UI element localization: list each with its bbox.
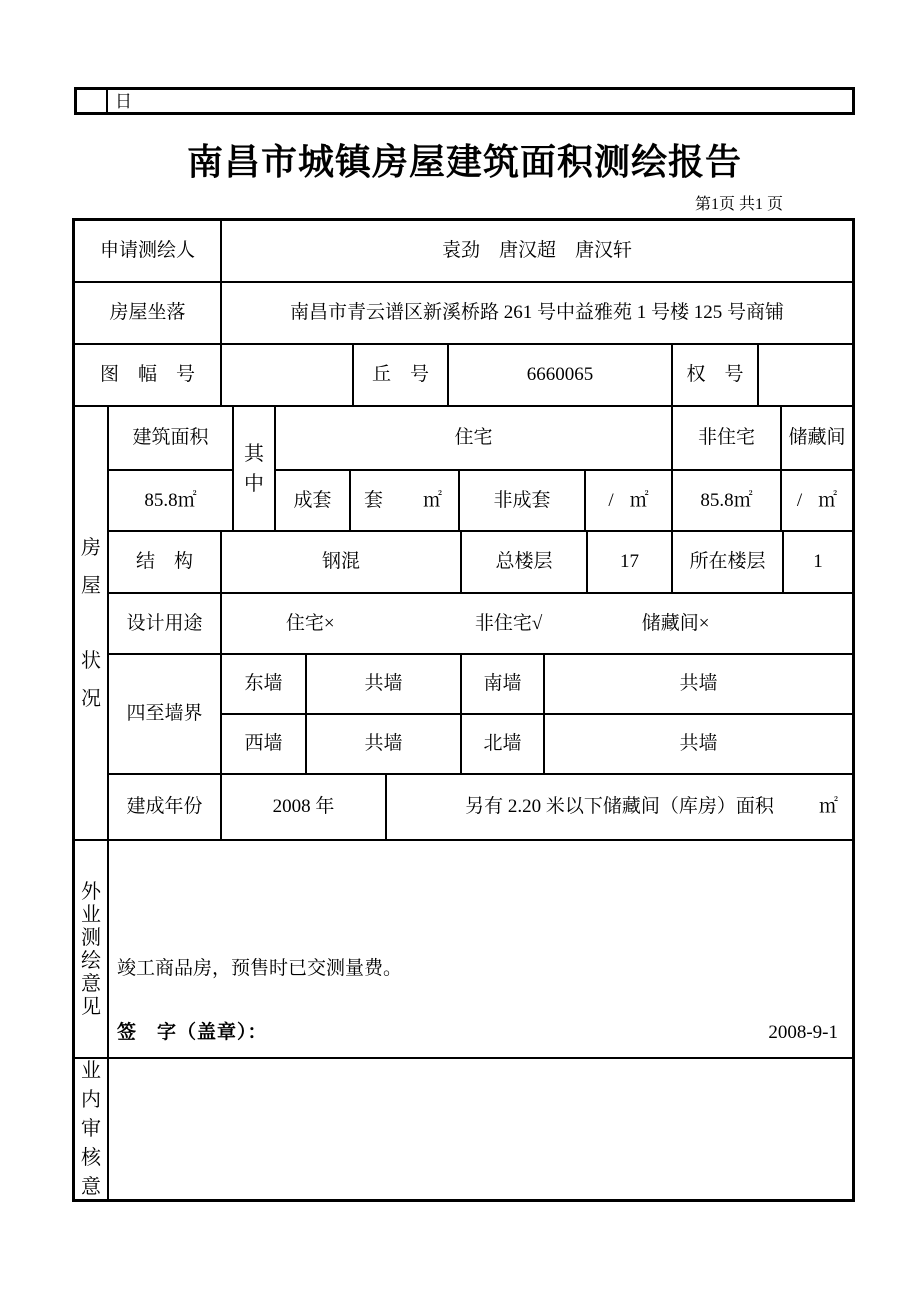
top-remnant-box [74,87,855,115]
south-wall-label: 南墙 [462,655,545,713]
top-box-empty-cell [77,90,108,112]
area-block [109,407,852,532]
north-wall-label: 北墙 [462,715,545,773]
field-survey-content-cell [109,841,852,1057]
structure-label: 结 构 [109,532,222,592]
walls-subtable [222,655,852,773]
page-number-info: 第1页 共1 页 [694,196,783,213]
floor-area-label: 建筑面积 [109,407,232,471]
applicant-value: 袁劲 唐汉超 唐汉轩 [441,240,632,262]
year-built-value: 2008 年 [222,775,387,839]
slash-mark: / [796,489,803,511]
structure-row [109,532,852,594]
field-survey-side-label: 外 业 测 绘 意 见 [75,841,109,1057]
right-number-value [759,345,852,405]
design-use-storage: 储藏间× [641,612,710,634]
applicant-label: 申请测绘人 [75,221,222,281]
floor-area-value: 85.8㎡ [144,489,197,511]
housing-status-side-label: 房 屋 状 况 [75,407,109,839]
area-subheader-row [276,407,852,471]
area-column [109,407,234,530]
unit-label: ㎡ [629,489,649,511]
page-title: 南昌市城镇房屋建筑面积测绘报告 [186,142,742,182]
set-label: 套 [364,489,384,511]
west-wall-label: 西墙 [222,715,307,773]
table-row-applicant [75,221,852,283]
area-subtable [276,407,852,530]
office-review-content-cell [109,1059,852,1199]
location-label: 房屋坐落 [75,283,222,343]
incomplete-set-label: 非成套 [460,471,586,530]
map-sheet-label: 图 幅 号 [75,345,222,405]
year-built-label: 建成年份 [109,775,222,839]
design-use-non-residential: 非住宅√ [474,612,543,634]
design-use-row [109,594,852,655]
storage-note-unit: ㎡ [818,796,838,818]
office-review-side-label: 业 内 审 核 意 [75,1059,109,1199]
right-number-label: 权 号 [673,345,759,405]
section-field-survey [75,841,852,1059]
non-residential-header: 非住宅 [673,407,782,469]
east-wall-label: 东墙 [222,655,307,713]
section-office-review [75,1059,852,1199]
storage-header: 储藏间 [788,427,846,449]
complete-set-label: 成套 [276,471,351,530]
storage-note-cell [387,775,852,839]
total-floors-label: 总楼层 [462,532,588,592]
walls-row-east-south [222,655,852,715]
field-survey-opinion-text: 竣工商品房，预售时已交测量费。 [117,958,403,979]
table-row-map-sheet [75,345,852,407]
year-row [109,775,852,839]
among-which-label: 其 中 [234,407,276,530]
unit-label: ㎡ [818,489,838,511]
residential-header: 住宅 [276,407,673,469]
location-value: 南昌市青云谱区新溪桥路 261 号中益雅苑 1 号楼 125 号商铺 [289,302,784,324]
slash-mark: / [608,489,614,511]
report-table [72,218,855,1202]
set-unit: ㎡ [422,489,442,511]
housing-status-body [109,407,852,839]
map-sheet-value [222,345,354,405]
design-use-values [222,594,852,653]
structure-value: 钢混 [222,532,462,592]
floor-location-label: 所在楼层 [673,532,784,592]
floor-location-value: 1 [813,551,823,573]
north-wall-value: 共墙 [679,733,718,755]
design-use-residential: 住宅× [285,612,335,634]
south-wall-value: 共墙 [679,673,718,695]
top-box-text: 日 [115,91,132,111]
east-wall-value: 共墙 [307,655,462,713]
incomplete-set-value-cell [586,471,673,530]
set-count-cell [351,471,460,530]
walls-row-west-north [222,715,852,773]
plot-number-value: 6660065 [449,345,673,405]
storage-value-cell [782,471,852,530]
total-floors-value: 17 [588,532,673,592]
survey-date: 2008-9-1 [768,1022,838,1044]
section-housing-status [75,407,852,841]
west-wall-value: 共墙 [307,715,462,773]
table-row-location [75,283,852,345]
non-residential-value: 85.8㎡ [673,471,782,530]
walls-label: 四至墙界 [109,655,222,773]
storage-note-text: 另有 2.20 米以下储藏间（库房）面积 [465,796,774,818]
plot-number-label: 丘 号 [354,345,449,405]
signature-row [117,1021,838,1045]
area-values-row [276,471,852,530]
signature-label: 签 字（盖章）： [117,1022,268,1044]
design-use-label: 设计用途 [109,594,222,653]
walls-block [109,655,852,775]
